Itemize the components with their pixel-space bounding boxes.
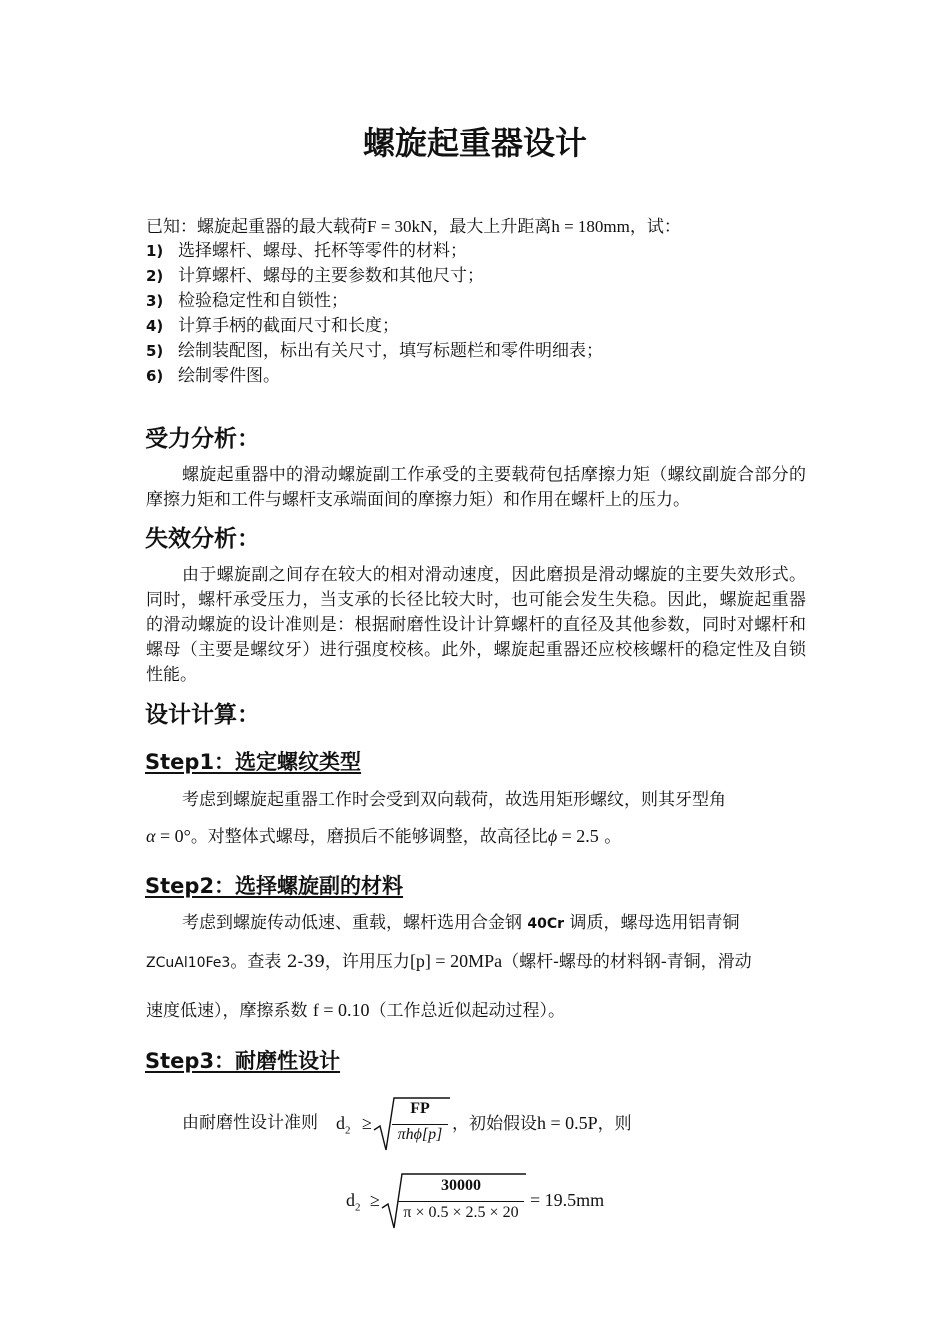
list-text: 绘制零件图。 xyxy=(178,366,280,386)
list-number: 6) xyxy=(146,367,164,385)
given-statement xyxy=(146,214,806,240)
formula-numerator: FP xyxy=(410,1100,430,1117)
given-mid: ，最大上升距离 xyxy=(432,217,552,237)
force-analysis-text: 螺旋起重器中的滑动螺旋副工作承受的主要载荷包括摩擦力矩（螺纹副旋合部分的摩擦力矩和工件与螺杆支承端面间的摩擦力矩）和作用在螺杆上的压力。 xyxy=(146,465,806,510)
formula-denominator: πhϕ[p] xyxy=(397,1126,443,1143)
force-analysis-heading: 受力分析： xyxy=(145,426,260,452)
step2-line1-a: 考虑到螺旋传动低速、重载，螺杆选用合金钢 xyxy=(182,913,528,933)
given-prefix: 已知：螺旋起重器的最大载荷 xyxy=(146,217,367,237)
calc-d2-symbol: $d_2$ xyxy=(346,1190,361,1214)
calc-denominator: π × 0.5 × 2.5 × 20 xyxy=(403,1204,519,1221)
friction-coefficient: f = 0.10 xyxy=(312,1000,370,1020)
step3-lead: 由耐磨性设计准则 xyxy=(182,1113,318,1133)
step2-line3-a: 速度低速），摩擦系数 xyxy=(146,1001,313,1021)
step3-assume xyxy=(452,1111,632,1137)
list-item xyxy=(146,264,484,289)
list-text: 计算手柄的截面尺寸和长度； xyxy=(178,316,399,336)
failure-analysis-heading: 失效分析： xyxy=(145,526,260,552)
calc-result: = 19.5mm xyxy=(530,1190,605,1210)
calc-numerator: 30000 xyxy=(441,1177,481,1194)
list-text: 选择螺杆、螺母、托杯等零件的材料； xyxy=(178,241,467,261)
list-text: 检验稳定性和自锁性； xyxy=(178,291,348,311)
assume-text: ，初始假设 xyxy=(452,1114,537,1134)
then-text: ，则 xyxy=(597,1114,632,1134)
step2-line2-a: 。查表 2-39，许用压力 xyxy=(230,952,410,972)
step2-line1 xyxy=(146,911,806,937)
step1-line1: 考虑到螺旋起重器工作时会受到双向载荷，故选用矩形螺纹，则其牙型角 xyxy=(182,790,726,810)
allowable-pressure: [p] = 20MPa xyxy=(409,951,503,971)
step1-heading: Step1：选定螺纹类型 xyxy=(145,750,362,774)
given-suffix: ，试： xyxy=(629,217,681,237)
step2-heading: Step2：选择螺旋副的材料 xyxy=(145,874,404,898)
phi-symbol: ϕ xyxy=(547,826,558,846)
d2-symbol: $d_2$ xyxy=(336,1113,351,1137)
step2-line2 xyxy=(146,949,806,976)
list-number: 2) xyxy=(146,267,164,285)
list-number: 1) xyxy=(146,242,164,260)
list-item xyxy=(146,239,467,264)
list-number: 5) xyxy=(146,342,164,360)
list-number: 4) xyxy=(146,317,164,335)
material-screw: 40Cr xyxy=(527,916,565,932)
geq-symbol: ≥ xyxy=(362,1113,372,1133)
failure-analysis-text: 由于螺旋副之间存在较大的相对滑动速度，因此磨损是滑动螺旋的主要失效形式。同时，螺杆承受压力，当支承的长径比较大时，也可能会发生失稳。因此，螺旋起重器的滑动螺旋的设计准则是：根据耐磨性设计计算螺杆的直径及其他参数，同时对螺杆和螺母（主要是螺纹牙）进行强度校核。此外，螺旋起重器还应校核螺杆的稳定性及自锁性能。 xyxy=(146,565,806,685)
list-item xyxy=(146,289,348,314)
list-number: 3) xyxy=(146,292,164,310)
step2-line2-b: （螺杆-螺母的材料钢-青铜，滑动 xyxy=(502,952,752,972)
given-lift: h = 180mm xyxy=(551,217,630,236)
list-item xyxy=(146,339,603,364)
list-text: 计算螺杆、螺母的主要参数和其他尺寸； xyxy=(178,266,484,286)
alpha-symbol: α xyxy=(146,826,156,846)
step2-line1-b: 调质，螺母选用铝青铜 xyxy=(564,913,740,933)
phi-value: = 2.5 xyxy=(557,826,599,846)
step2-line3 xyxy=(146,998,806,1024)
material-nut: ZCuAl10Fe3 xyxy=(146,955,231,971)
step1-line2-mid: 。对整体式螺母，磨损后不能够调整，故高径比 xyxy=(190,827,548,847)
list-text: 绘制装配图，标出有关尺寸，填写标题栏和零件明细表； xyxy=(178,341,603,361)
design-calc-heading: 设计计算： xyxy=(145,702,260,728)
calc-geq-symbol: ≥ xyxy=(370,1190,380,1210)
step2-line3-b: （工作总近似起动过程）。 xyxy=(369,1001,566,1021)
fraction-bar xyxy=(392,1124,448,1125)
h-assumption: h = 0.5P xyxy=(537,1113,598,1133)
step1-line2 xyxy=(146,824,806,850)
page-title: 螺旋起重器设计 xyxy=(362,124,587,162)
calc-fraction-bar xyxy=(398,1201,524,1202)
list-item xyxy=(146,364,280,389)
given-load: F = 30kN xyxy=(367,217,433,236)
list-item xyxy=(146,314,399,339)
alpha-value: = 0° xyxy=(155,826,191,846)
step1-line2-end: 。 xyxy=(598,827,622,847)
step3-heading: Step3：耐磨性设计 xyxy=(145,1049,341,1073)
